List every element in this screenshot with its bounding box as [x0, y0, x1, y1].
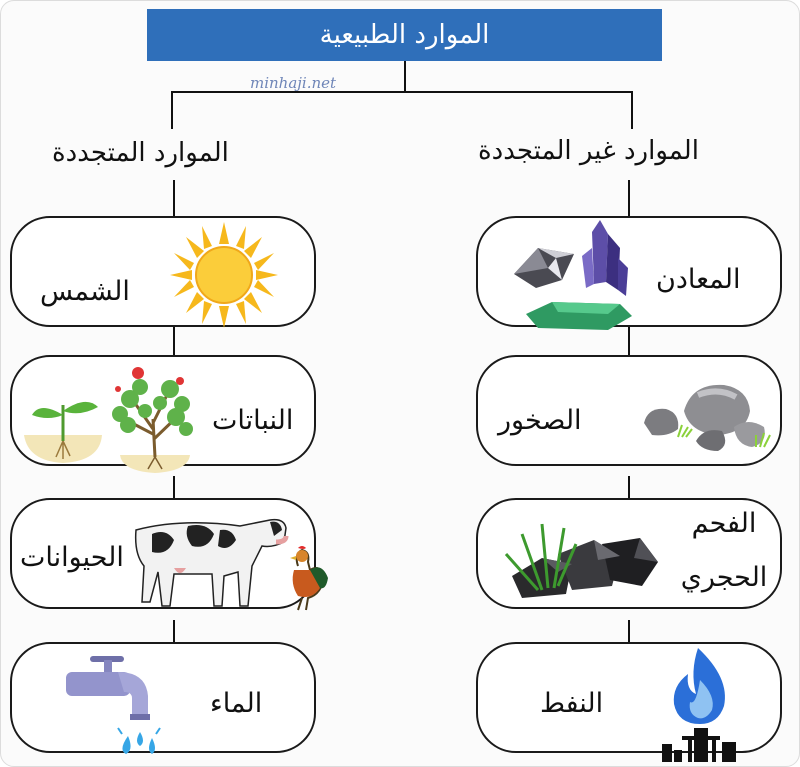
card-sun [10, 216, 316, 327]
nonrenewable-heading: الموارد غير المتجددة [478, 136, 699, 166]
diagram-title: الموارد الطبيعية [147, 9, 662, 61]
card-oil-label: النفط [540, 688, 604, 719]
rocks-icon [638, 371, 778, 461]
card-oil [476, 642, 782, 753]
card-sun-label: الشمس [40, 276, 130, 307]
card-minerals [476, 216, 782, 327]
plants-icon [20, 359, 200, 475]
card-coal [476, 498, 782, 609]
card-rocks-label: الصخور [498, 405, 582, 436]
connector-right-2-3 [628, 476, 630, 498]
connector-horizontal [171, 91, 633, 93]
connector-right-down [631, 91, 633, 129]
water-tap-icon [60, 650, 170, 762]
minerals-icon [508, 218, 638, 336]
connector-left-down [171, 91, 173, 129]
card-plants [10, 355, 316, 466]
connector-left-1-2 [173, 327, 175, 355]
coal-icon [502, 514, 662, 604]
card-plants-label: النباتات [212, 405, 294, 436]
card-water [10, 642, 316, 753]
connector-right-3-4 [628, 620, 630, 642]
card-minerals-label: المعادن [656, 264, 741, 295]
connector-left-heading-card [173, 180, 175, 216]
card-animals [10, 498, 316, 609]
sun-icon [162, 222, 286, 328]
connector-right-heading-card [628, 180, 630, 216]
card-rocks [476, 355, 782, 466]
renewable-heading: الموارد المتجددة [52, 138, 229, 168]
oil-icon [660, 644, 744, 764]
watermark: minhaji.net [250, 74, 337, 92]
connector-title-down [404, 61, 406, 92]
connector-left-2-3 [173, 476, 175, 498]
card-coal-label-line1: الفحم [691, 508, 757, 539]
card-coal-label-line2: الحجري [680, 562, 768, 593]
card-water-label: الماء [210, 688, 263, 719]
animals-icon [122, 506, 332, 618]
connector-left-3-4 [173, 620, 175, 642]
card-animals-label: الحيوانات [20, 542, 124, 573]
